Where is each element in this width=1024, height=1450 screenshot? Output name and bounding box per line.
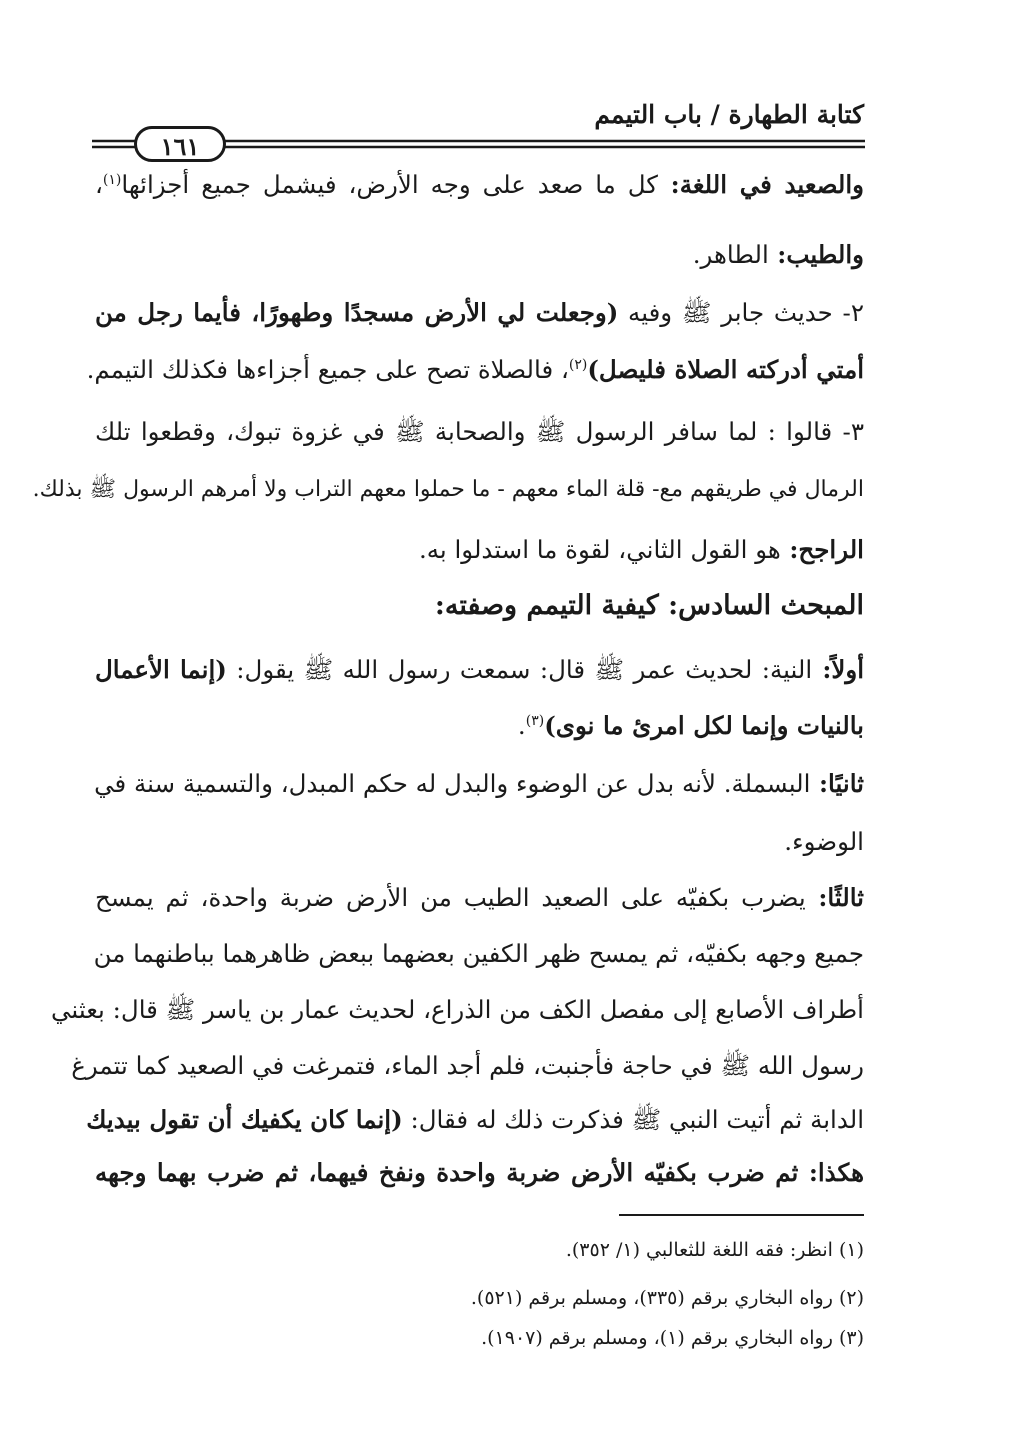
line-text: ، فالصلاة تصح على جميع أجزاءها فكذلك التيمم. — [86, 355, 569, 384]
section-heading: المبحث السادس: كيفية التيمم وصفته: — [434, 590, 864, 621]
line-text: ٢- حديث جابر ﷺ وفيه — [618, 298, 864, 327]
line-text: رسول الله ﷺ في حاجة فأجنبت، فلم أجد الماء، فتمرغت في الصعيد كما تتمرغ — [71, 1051, 864, 1080]
hadith-text: (وجعلت لي الأرض مسجدًا وطهورًا، فأيما رجل من — [95, 298, 619, 327]
line-text: هو القول الثاني، لقوة ما استدلوا به. — [418, 535, 781, 564]
line-text: الرمال في طريقهم مع- قلة الماء معهم - ما حملوا معهم التراب ولا أمرهم الرسول ﷺ بذلك. — [32, 477, 864, 502]
footnote-1: (١) انظر: فقه اللغة للثعالبي (١/ ٣٥٢). — [565, 1239, 864, 1261]
line-end: ، — [95, 170, 103, 199]
text-line-5 — [95, 412, 864, 452]
text-line-1 — [95, 165, 864, 205]
text-line-2 — [693, 235, 864, 275]
footnote-separator — [619, 1214, 864, 1216]
line-text: الدابة ثم أتيت النبي ﷺ فذكرت ذلك له فقال: — [402, 1105, 864, 1134]
line-text: الوضوء. — [784, 827, 864, 856]
hadith-text: بالنيات وإنما لكل امرئ ما نوى) — [544, 711, 864, 740]
text-line-6 — [32, 470, 864, 510]
text-line-9 — [95, 650, 864, 690]
page-number: ١٦١ — [134, 126, 226, 162]
footnote-3: (٣) رواه البخاري برقم (١)، ومسلم برقم (١٩٠٧). — [481, 1327, 864, 1349]
term-label: والصعيد في اللغة: — [657, 170, 864, 199]
hadith-text: هكذا: ثم ضرب بكفيّه الأرض ضربة واحدة ونفخ فيهما، ثم ضرب بهما وجهه — [95, 1158, 864, 1187]
line-text: كل ما صعد على وجه الأرض، فيشمل جميع أجزائها — [121, 170, 658, 199]
text-line-11 — [95, 764, 864, 804]
text-line-16 — [71, 1046, 864, 1086]
text-line-10 — [518, 706, 864, 746]
footnote-ref-3: (٣) — [525, 712, 545, 729]
text-line-18 — [95, 1153, 864, 1193]
text-line-15 — [51, 990, 864, 1030]
line-text: أطراف الأصابع إلى مفصل الكف من الذراع، لحديث عمار بن ياسر ﷺ قال: بعثني — [51, 995, 864, 1024]
text-line-17 — [86, 1100, 864, 1140]
text-line-14 — [95, 934, 864, 974]
hadith-text: (إنما الأعمال — [95, 655, 227, 684]
footnote-ref-1: (١) — [102, 171, 122, 188]
text-line-4 — [86, 350, 864, 390]
text-line-13 — [95, 878, 864, 918]
item-label: أولاً: — [812, 655, 864, 684]
term-label: الراجح: — [780, 535, 864, 564]
footnote-ref-2: (٢) — [568, 356, 588, 373]
line-end: . — [517, 711, 526, 740]
line-text: جميع وجهه بكفيّه، ثم يمسح ظهر الكفين بعضهما ببعض ظاهرهما بباطنهما من — [93, 939, 864, 968]
item-label: ثالثًا: — [805, 883, 864, 912]
line-text: يضرب بكفيّه على الصعيد الطيب من الأرض ضربة واحدة، ثم يمسح — [95, 883, 806, 912]
line-text: الطاهر. — [692, 240, 769, 269]
text-line-3 — [95, 293, 864, 333]
running-header-title: كتابة الطهارة / باب التيمم — [594, 100, 864, 129]
hadith-text: (إنما كان يكفيك أن تقول بيديك — [86, 1105, 403, 1134]
term-label: والطيب: — [768, 240, 864, 269]
text-line-12 — [784, 822, 864, 862]
line-text: البسملة. لأنه بدل عن الوضوء والبدل له حكم المبدل، والتسمية سنة في — [94, 769, 811, 798]
hadith-text: أمتي أدركته الصلاة فليصل) — [587, 355, 864, 384]
item-label: ثانيًا: — [810, 769, 864, 798]
line-text: النية: لحديث عمر ﷺ قال: سمعت رسول الله ﷺ يقول: — [226, 655, 813, 684]
footnote-2: (٢) رواه البخاري برقم (٣٣٥)، ومسلم برقم (٥٢١). — [470, 1287, 864, 1309]
text-line-7 — [419, 530, 864, 570]
line-text: ٣- قالوا : لما سافر الرسول ﷺ والصحابة ﷺ في غزوة تبوك، وقطعوا تلك — [95, 417, 864, 446]
